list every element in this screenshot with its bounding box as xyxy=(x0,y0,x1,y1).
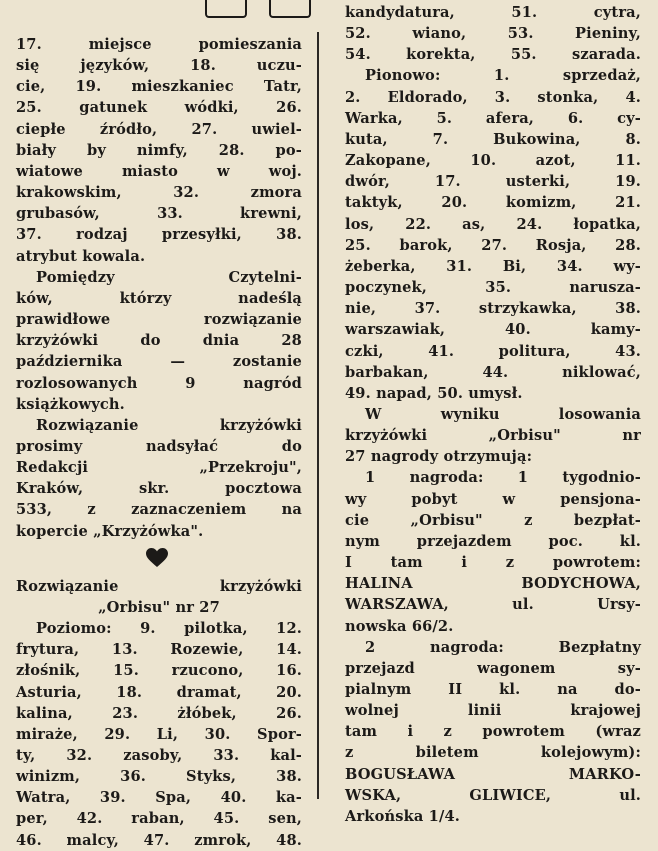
text-line: WARSZAWA, ul. Ursy- xyxy=(345,596,641,614)
text-line: Pionowo: 1. sprzedaż, xyxy=(365,67,641,85)
winner-name: BOGUSŁAWA MARKO- xyxy=(345,765,641,783)
text-line: wolnej linii krajowej xyxy=(345,702,641,720)
grid-cell xyxy=(269,0,311,18)
text-line: się języków, 18. uczu- xyxy=(16,57,302,75)
text-line: krzyżówki do dnia 28 xyxy=(16,332,302,350)
text-line: z biletem kolejowym): xyxy=(345,744,641,762)
text-line: wy pobyt w pensjona- xyxy=(345,490,641,508)
text-line: 2. Eldorado, 3. stonka, 4. xyxy=(345,88,641,106)
text-line: cie „Orbisu" z bezpłat- xyxy=(345,511,641,529)
crossword-grid-fragment xyxy=(205,0,325,18)
text-line: taktyk, 20. komizm, 21. xyxy=(345,194,641,212)
solution-heading xyxy=(16,576,302,618)
text-line: Arkońska 1/4. xyxy=(345,807,461,825)
text-line: krzyżówki „Orbisu" nr xyxy=(345,427,641,445)
text-line: los, 22. as, 24. łopatka, xyxy=(345,215,641,233)
solution-horizontal-end xyxy=(345,2,641,65)
text-line: frytura, 13. Rozewie, 14. xyxy=(16,641,302,659)
text-line: warszawiak, 40. kamy- xyxy=(345,321,641,339)
text-line: tam i z powrotem (wraz xyxy=(345,723,641,741)
text-line: Kraków, skr. pocztowa xyxy=(16,480,302,498)
text-line: 17. miejsce pomieszania xyxy=(16,36,302,53)
text-line: 25. gatunek wódki, 26. xyxy=(16,99,302,117)
text-line: nym przejazdem poc. kl. xyxy=(345,532,641,550)
text-line: prosimy nadsyłać do xyxy=(16,437,302,455)
text-line: grubasów, 33. krewni, xyxy=(16,205,302,223)
text-line: prawidłowe rozwiązanie xyxy=(16,311,302,329)
text-line: 49. napad, 50. umysł. xyxy=(345,384,523,402)
text-line: 54. korekta, 55. szarada. xyxy=(345,46,641,64)
column-divider xyxy=(317,32,319,799)
text-line: biały by nimfy, 28. po- xyxy=(16,141,302,159)
winners-intro xyxy=(345,404,641,467)
text-line: książkowych. xyxy=(16,395,125,413)
section-separator xyxy=(16,542,302,576)
text-line: dwór, 17. usterki, 19. xyxy=(345,173,641,191)
text-line: kuta, 7. Bukowina, 8. xyxy=(345,130,641,148)
text-line: krakowskim, 32. zmora xyxy=(16,184,302,202)
text-line: 25. barok, 27. Rosja, 28. xyxy=(345,236,641,254)
text-line: nowska 66/2. xyxy=(345,617,454,635)
text-line: Pomiędzy Czytelni- xyxy=(36,268,302,286)
text-line: 46. malcy, 47. zmrok, 48. xyxy=(16,831,302,849)
text-line: 1 nagroda: 1 tygodnio- xyxy=(365,469,641,487)
text-line: per, 42. raban, 45. sen, xyxy=(16,810,302,828)
text-line: Rozwiązanie krzyżówki xyxy=(36,416,302,434)
prize-announcement xyxy=(16,267,302,415)
text-line: 2 nagroda: Bezpłatny xyxy=(365,638,641,656)
text-line: ty, 32. zasoby, 33. kal- xyxy=(16,747,302,764)
text-line: Poziomo: 9. pilotka, 12. xyxy=(36,620,302,638)
right-column xyxy=(345,2,641,827)
text-line: kalina, 23. żłóbek, 26. xyxy=(16,704,302,722)
left-column xyxy=(16,34,302,851)
text-line: atrybut kowala. xyxy=(16,247,146,265)
solution-subtitle: „Orbisu" nr 27 xyxy=(98,598,220,616)
solution-horizontal xyxy=(16,618,302,851)
text-line: W wyniku losowania xyxy=(365,405,641,423)
text-line: WSKA, GLIWICE, ul. xyxy=(345,786,641,804)
text-line: Zakopane, 10. azot, 11. xyxy=(345,152,641,170)
text-line: barbakan, 44. niklować, xyxy=(345,363,641,381)
text-line: Warka, 5. afera, 6. cy- xyxy=(345,109,641,127)
grid-cell xyxy=(205,0,247,18)
text-line: października — zostanie xyxy=(16,353,302,371)
first-prize xyxy=(345,467,641,636)
text-line: poczynek, 35. narusza- xyxy=(345,279,641,297)
text-line: ciepłe źródło, 27. uwiel- xyxy=(16,120,302,138)
solution-title: Rozwiązanie krzyżówki xyxy=(16,577,302,595)
text-line: czki, 41. politura, 43. xyxy=(345,342,641,360)
text-line: kandydatura, 51. cytra, xyxy=(345,4,641,21)
text-line: 52. wiano, 53. Pieniny, xyxy=(345,25,641,43)
text-line: rozlosowanych 9 nagród xyxy=(16,374,302,392)
text-line: wiatowe miasto w woj. xyxy=(16,162,302,180)
text-line: ków, którzy nadeślą xyxy=(16,289,302,307)
text-line: winizm, 36. Styks, 38. xyxy=(16,768,302,786)
text-line: Watra, 39. Spa, 40. ka- xyxy=(16,789,302,807)
submission-instructions xyxy=(16,415,302,542)
clues-continued xyxy=(16,34,302,267)
heart-icon xyxy=(146,548,168,568)
text-line: kopercie „Krzyżówka". xyxy=(16,522,204,540)
text-line: nie, 37. strzykawka, 38. xyxy=(345,300,641,318)
text-line: 37. rodzaj przesyłki, 38. xyxy=(16,226,302,244)
text-line: złośnik, 15. rzucono, 16. xyxy=(16,662,302,680)
text-line: Asturia, 18. dramat, 20. xyxy=(16,683,302,701)
text-line: 27 nagrody otrzymują: xyxy=(345,448,533,466)
text-line: żeberka, 31. Bi, 34. wy- xyxy=(345,257,641,275)
text-line: cie, 19. mieszkaniec Tatr, xyxy=(16,78,302,96)
text-line: pialnym II kl. na do- xyxy=(345,681,641,698)
text-line: Redakcji „Przekroju", xyxy=(16,459,302,477)
solution-vertical xyxy=(345,65,641,404)
text-line: 533, z zaznaczeniem na xyxy=(16,501,302,519)
text-line: miraże, 29. Li, 30. Spor- xyxy=(16,725,302,743)
winner-name: HALINA BODYCHOWA, xyxy=(345,575,641,593)
text-line: I tam i z powrotem: xyxy=(345,554,641,572)
text-line: przejazd wagonem sy- xyxy=(345,659,641,677)
